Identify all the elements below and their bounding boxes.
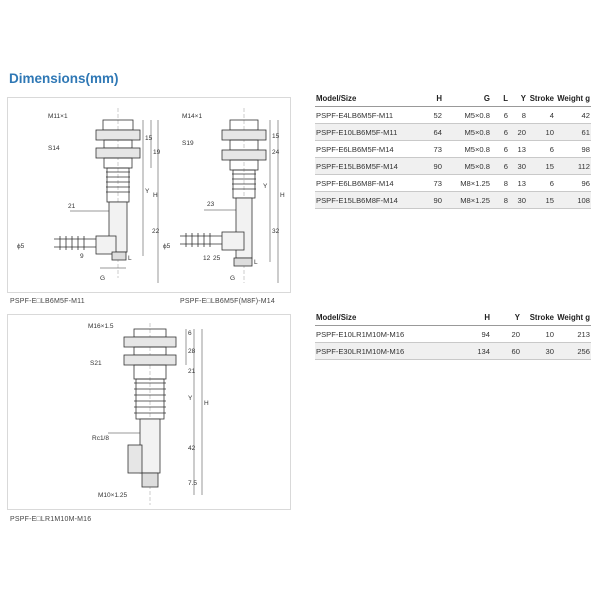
dim-bottom-thread: M10×1.25 [98,492,128,499]
dim-l: L [254,259,258,266]
value-cell: 10 [521,326,555,343]
col-header-stroke: Stroke [521,313,555,326]
value-cell: 15 [527,158,555,175]
value-cell: 90 [419,158,443,175]
table-row [315,326,591,343]
value-cell: 61 [555,124,591,141]
dim-g: G [230,275,236,282]
dim-diameter: ϕ5 [163,243,171,250]
dim-port: Rc1/8 [92,435,109,442]
value-cell: 108 [555,192,591,209]
dim-thread: M14×1 [182,113,203,120]
col-header-g: G [443,94,491,107]
table-row [315,107,591,124]
col-header-weight: Weight g [555,94,591,107]
dim-7-5: 7.5 [188,480,198,487]
table-row [315,343,591,360]
value-cell: M5×0.8 [443,107,491,124]
dim-15: 15 [272,133,280,140]
value-cell: 94 [445,326,491,343]
dim-15: 15 [145,135,153,142]
value-cell: 6 [527,175,555,192]
dim-24: 24 [272,149,280,156]
value-cell: 30 [509,192,527,209]
value-cell: 64 [419,124,443,141]
value-cell: 6 [491,141,509,158]
dim-42: 42 [188,445,196,452]
dim-l: L [128,255,132,262]
diagram-caption-3: PSPF-E□LR1M10M-M16 [10,516,92,523]
model-cell: PSPF-E4LB6M5F-M11 [315,107,419,124]
spec-table-2 [315,313,591,360]
value-cell: 52 [419,107,443,124]
value-cell: M5×0.8 [443,158,491,175]
table-row [315,124,591,141]
value-cell: M8×1.25 [443,175,491,192]
value-cell: M8×1.25 [443,192,491,209]
value-cell: 256 [555,343,591,360]
col-header-l: L [491,94,509,107]
model-cell: PSPF-E10LB6M5F-M11 [315,124,419,141]
value-cell: 6 [527,141,555,158]
value-cell: 90 [419,192,443,209]
dim-21: 21 [68,203,76,210]
dim-hex: S14 [48,145,60,152]
value-cell: 15 [527,192,555,209]
dim-h: H [204,400,209,407]
dim-32: 32 [272,228,280,235]
value-cell: 6 [491,158,509,175]
dim-thread: M11×1 [48,113,68,120]
value-cell: 134 [445,343,491,360]
table-row [315,141,591,158]
value-cell: M5×0.8 [443,124,491,141]
model-cell: PSPF-E15LB6M5F-M14 [315,158,419,175]
model-cell: PSPF-E6LB6M5F-M14 [315,141,419,158]
value-cell: 6 [491,124,509,141]
col-header-model: Model/Size [315,313,445,326]
value-cell: 73 [419,175,443,192]
value-cell: M5×0.8 [443,141,491,158]
col-header-y: Y [491,313,521,326]
dim-y: Y [188,395,193,402]
dim-28: 28 [188,348,196,355]
col-header-h: H [419,94,443,107]
dim-21: 21 [188,368,196,375]
value-cell: 13 [509,175,527,192]
value-cell: 13 [509,141,527,158]
model-cell: PSPF-E30LR1M10M-M16 [315,343,445,360]
value-cell: 42 [555,107,591,124]
model-cell: PSPF-E15LB6M8F-M14 [315,192,419,209]
model-cell: PSPF-E6LB6M8F-M14 [315,175,419,192]
value-cell: 112 [555,158,591,175]
table-row [315,192,591,209]
dim-diameter: ϕ5 [17,243,25,250]
value-cell: 20 [491,326,521,343]
dim-y: Y [263,183,268,190]
value-cell: 30 [509,158,527,175]
value-cell: 73 [419,141,443,158]
dim-h: H [280,192,285,199]
dim-25: 25 [213,255,221,262]
value-cell: 213 [555,326,591,343]
dim-22: 22 [152,228,160,235]
spec-table-1 [315,94,591,209]
dim-hex: S21 [90,360,102,367]
value-cell: 98 [555,141,591,158]
value-cell: 8 [491,175,509,192]
value-cell: 8 [491,192,509,209]
dim-23: 23 [207,201,215,208]
dim-h: H [153,192,158,199]
diagram-caption-1: PSPF-E□LB6M5F-M11 [10,298,85,305]
col-header-stroke: Stroke [527,94,555,107]
col-header-model: Model/Size [315,94,419,107]
table-row [315,175,591,192]
dim-9: 9 [80,253,84,260]
value-cell: 60 [491,343,521,360]
dim-6: 6 [188,330,192,337]
diagram-caption-2: PSPF-E□LB6M5F(M8F)-M14 [180,298,275,305]
section-heading: Dimensions(mm) [9,71,119,86]
model-cell: PSPF-E10LR1M10M-M16 [315,326,445,343]
table-row [315,158,591,175]
value-cell: 8 [509,107,527,124]
dim-thread: M16×1.5 [88,323,114,330]
value-cell: 6 [491,107,509,124]
col-header-y: Y [509,94,527,107]
value-cell: 10 [527,124,555,141]
value-cell: 96 [555,175,591,192]
col-header-h: H [445,313,491,326]
dim-19: 19 [153,149,161,156]
technical-drawing-bottom [8,315,290,509]
dim-y: Y [145,188,150,195]
col-header-weight: Weight g [555,313,591,326]
value-cell: 4 [527,107,555,124]
dim-hex: S19 [182,140,194,147]
value-cell: 20 [509,124,527,141]
diagram-panel-top [7,97,291,293]
dim-g: G [100,275,106,282]
diagram-panel-bottom [7,314,291,510]
technical-drawing-top [8,98,290,292]
value-cell: 30 [521,343,555,360]
dim-12: 12 [203,255,211,262]
